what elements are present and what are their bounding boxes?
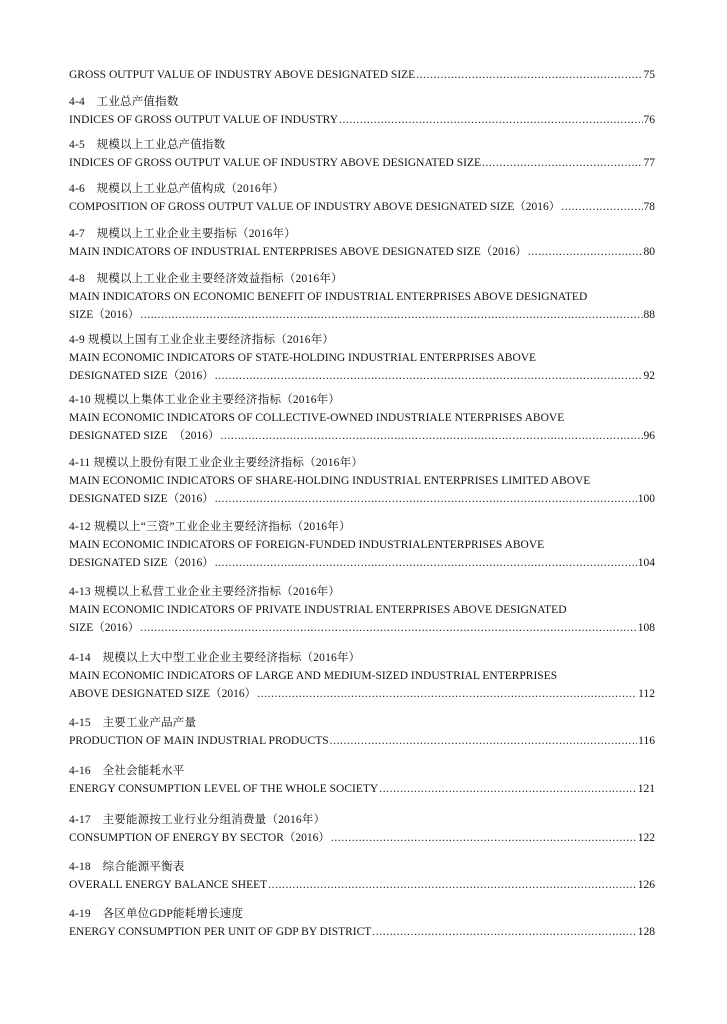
toc-chinese-title: 4-6 规模以上工业总产值构成（2016年） xyxy=(69,183,285,195)
toc-page-number[interactable]: 116 xyxy=(638,735,655,747)
toc-english-title: INDICES OF GROSS OUTPUT VALUE OF INDUSTRY ABOVE DESIGNATED SIZE xyxy=(69,157,482,169)
toc-english-title: GROSS OUTPUT VALUE OF INDUSTRY ABOVE DESIGNATED SIZE xyxy=(69,69,416,81)
toc-english-title: DESIGNATED SIZE（2016） xyxy=(69,557,214,569)
toc-chinese-title: 4-4 工业总产值指数 xyxy=(69,96,179,108)
toc-english-title: CONSUMPTION OF ENERGY BY SECTOR（2016） xyxy=(69,832,330,844)
toc-chinese-title: 4-10 规模以上集体工业企业主要经济指标（2016年） xyxy=(69,394,341,406)
toc-entry-4-6 xyxy=(69,181,655,216)
toc-entry-4-14 xyxy=(69,650,655,703)
toc-chinese-title: 4-16 全社会能耗水平 xyxy=(69,765,185,777)
toc-page-number[interactable]: 78 xyxy=(643,201,655,213)
toc-entry-4-13 xyxy=(69,584,655,637)
toc-english-line xyxy=(69,243,655,261)
toc-english-line xyxy=(69,685,655,703)
toc-english-title: PRODUCTION OF MAIN INDUSTRIAL PRODUCTS xyxy=(69,735,329,747)
toc-page-number[interactable]: 108 xyxy=(637,622,655,634)
dot-leader xyxy=(482,154,642,172)
dot-leader xyxy=(416,66,642,84)
dot-leader xyxy=(140,619,636,637)
toc-english-title: ENERGY CONSUMPTION LEVEL OF THE WHOLE SOCIETY xyxy=(69,783,379,795)
toc-page-number[interactable]: 112 xyxy=(638,688,655,700)
toc-entry-4-12 xyxy=(69,519,655,572)
toc-chinese-title: 4-11 规模以上股份有限工业企业主要经济指标（2016年） xyxy=(69,457,364,469)
toc-english-title: ENERGY CONSUMPTION PER UNIT OF GDP BY DISTRICT xyxy=(69,926,372,938)
toc-english-title: DESIGNATED SIZE（2016） xyxy=(69,370,214,382)
dot-leader xyxy=(330,732,638,750)
toc-page-number[interactable]: 77 xyxy=(643,157,655,169)
toc-chinese-title: 4-7 规模以上工业企业主要指标（2016年） xyxy=(69,228,296,240)
toc-entry-4-19 xyxy=(69,906,655,941)
toc-chinese-title: 4-13 规模以上私营工业企业主要经济指标（2016年） xyxy=(69,586,341,598)
toc-english-title-line1: MAIN INDICATORS ON ECONOMIC BENEFIT OF INDUSTRIAL ENTERPRISES ABOVE DESIGNATED xyxy=(69,291,588,303)
toc-chinese-title: 4-14 规模以上大中型工业企业主要经济指标（2016年） xyxy=(69,652,361,664)
dot-leader xyxy=(215,367,643,385)
toc-english-title-line1: MAIN ECONOMIC INDICATORS OF SHARE-HOLDING INDUSTRIAL ENTERPRISES LIMITED ABOVE xyxy=(69,475,591,487)
toc-entry-4-8 xyxy=(69,271,655,324)
dot-leader xyxy=(331,829,637,847)
toc-page-number[interactable]: 75 xyxy=(643,69,655,81)
toc-english-title: SIZE（2016） xyxy=(69,622,140,634)
toc-chinese-title: 4-8 规模以上工业企业主要经济效益指标（2016年） xyxy=(69,273,343,285)
dot-leader xyxy=(215,554,637,572)
toc-page-number[interactable]: 104 xyxy=(637,557,655,569)
toc-page-number[interactable]: 88 xyxy=(643,309,655,321)
dot-leader xyxy=(339,111,642,129)
toc-english-line xyxy=(69,923,655,941)
dot-leader xyxy=(140,306,642,324)
toc-english-title: SIZE（2016） xyxy=(69,309,140,321)
toc-entry-4-10 xyxy=(69,392,655,445)
toc-english-title: ABOVE DESIGNATED SIZE（2016） xyxy=(69,688,257,700)
toc-english-title-line1: MAIN ECONOMIC INDICATORS OF FOREIGN-FUNDED INDUSTRIALENTERPRISES ABOVE xyxy=(69,539,545,551)
toc-english-line xyxy=(69,780,655,798)
dot-leader xyxy=(215,490,637,508)
toc-entry-4-18 xyxy=(69,859,655,894)
toc-chinese-title: 4-9 规模以上国有工业企业主要经济指标（2016年） xyxy=(69,334,335,346)
toc-english-title: DESIGNATED SIZE （2016） xyxy=(69,430,220,442)
toc-chinese-title: 4-15 主要工业产品产量 xyxy=(69,717,197,729)
dot-leader xyxy=(379,780,637,798)
toc-english-line xyxy=(69,732,655,750)
toc-page-number[interactable]: 121 xyxy=(637,783,655,795)
toc-chinese-title: 4-12 规模以上“三资”工业企业主要经济指标（2016年） xyxy=(69,521,351,533)
toc-entry-4-16 xyxy=(69,763,655,798)
toc-english-line xyxy=(69,154,655,172)
toc-page-number[interactable]: 122 xyxy=(637,832,655,844)
toc-entry-4-17 xyxy=(69,812,655,847)
toc-english-line xyxy=(69,829,655,847)
toc-entry-4-11 xyxy=(69,455,655,508)
toc-chinese-title: 4-5 规模以上工业总产值指数 xyxy=(69,139,226,151)
toc-english-line xyxy=(69,367,655,385)
toc-chinese-title: 4-18 综合能源平衡表 xyxy=(69,861,185,873)
toc-chinese-title: 4-17 主要能源按工业行业分组消费量（2016年） xyxy=(69,814,326,826)
toc-entry-4-3 xyxy=(69,66,655,84)
dot-leader xyxy=(268,876,637,894)
toc-english-line xyxy=(69,111,655,129)
dot-leader xyxy=(220,427,642,445)
dot-leader xyxy=(257,685,637,703)
toc-english-line xyxy=(69,198,655,216)
dot-leader xyxy=(528,243,643,261)
toc-english-title-line1: MAIN ECONOMIC INDICATORS OF PRIVATE INDUSTRIAL ENTERPRISES ABOVE DESIGNATED xyxy=(69,604,567,616)
toc-english-title: INDICES OF GROSS OUTPUT VALUE OF INDUSTRY xyxy=(69,114,339,126)
toc-entry-4-15 xyxy=(69,715,655,750)
toc-english-title-line1: MAIN ECONOMIC INDICATORS OF STATE-HOLDING INDUSTRIAL ENTERPRISES ABOVE xyxy=(69,352,537,364)
toc-page-number[interactable]: 128 xyxy=(637,926,655,938)
toc-english-line xyxy=(69,876,655,894)
toc-page-number[interactable]: 96 xyxy=(643,430,655,442)
toc-english-title: OVERALL ENERGY BALANCE SHEET xyxy=(69,879,268,891)
toc-english-title-line1: MAIN ECONOMIC INDICATORS OF COLLECTIVE-OWNED INDUSTRIALE NTERPRISES ABOVE xyxy=(69,412,565,424)
toc-english-line xyxy=(69,427,655,445)
toc-page-number[interactable]: 92 xyxy=(643,370,655,382)
toc-entry-4-4 xyxy=(69,94,655,129)
dot-leader xyxy=(372,923,636,941)
toc-english-line xyxy=(69,619,655,637)
toc-english-line xyxy=(69,554,655,572)
toc-entry-4-7 xyxy=(69,226,655,261)
toc-english-title-line1: MAIN ECONOMIC INDICATORS OF LARGE AND MEDIUM-SIZED INDUSTRIAL ENTERPRISES xyxy=(69,670,558,682)
toc-english-title: COMPOSITION OF GROSS OUTPUT VALUE OF INDUSTRY ABOVE DESIGNATED SIZE（2016） xyxy=(69,201,561,213)
toc-page-number[interactable]: 76 xyxy=(643,114,655,126)
toc-english-title: MAIN INDICATORS OF INDUSTRIAL ENTERPRISES ABOVE DESIGNATED SIZE（2016） xyxy=(69,246,527,258)
toc-entry-4-5 xyxy=(69,137,655,172)
toc-page-number[interactable]: 126 xyxy=(637,879,655,891)
toc-english-line xyxy=(69,490,655,508)
toc-entry-4-9 xyxy=(69,332,655,385)
dot-leader xyxy=(561,198,642,216)
toc-english-title: DESIGNATED SIZE（2016） xyxy=(69,493,214,505)
toc-page-number[interactable]: 100 xyxy=(637,493,655,505)
toc-english-line xyxy=(69,66,655,84)
toc-page-number[interactable]: 80 xyxy=(643,246,655,258)
toc-english-line xyxy=(69,306,655,324)
toc-chinese-title: 4-19 各区单位GDP能耗增长速度 xyxy=(69,908,244,920)
